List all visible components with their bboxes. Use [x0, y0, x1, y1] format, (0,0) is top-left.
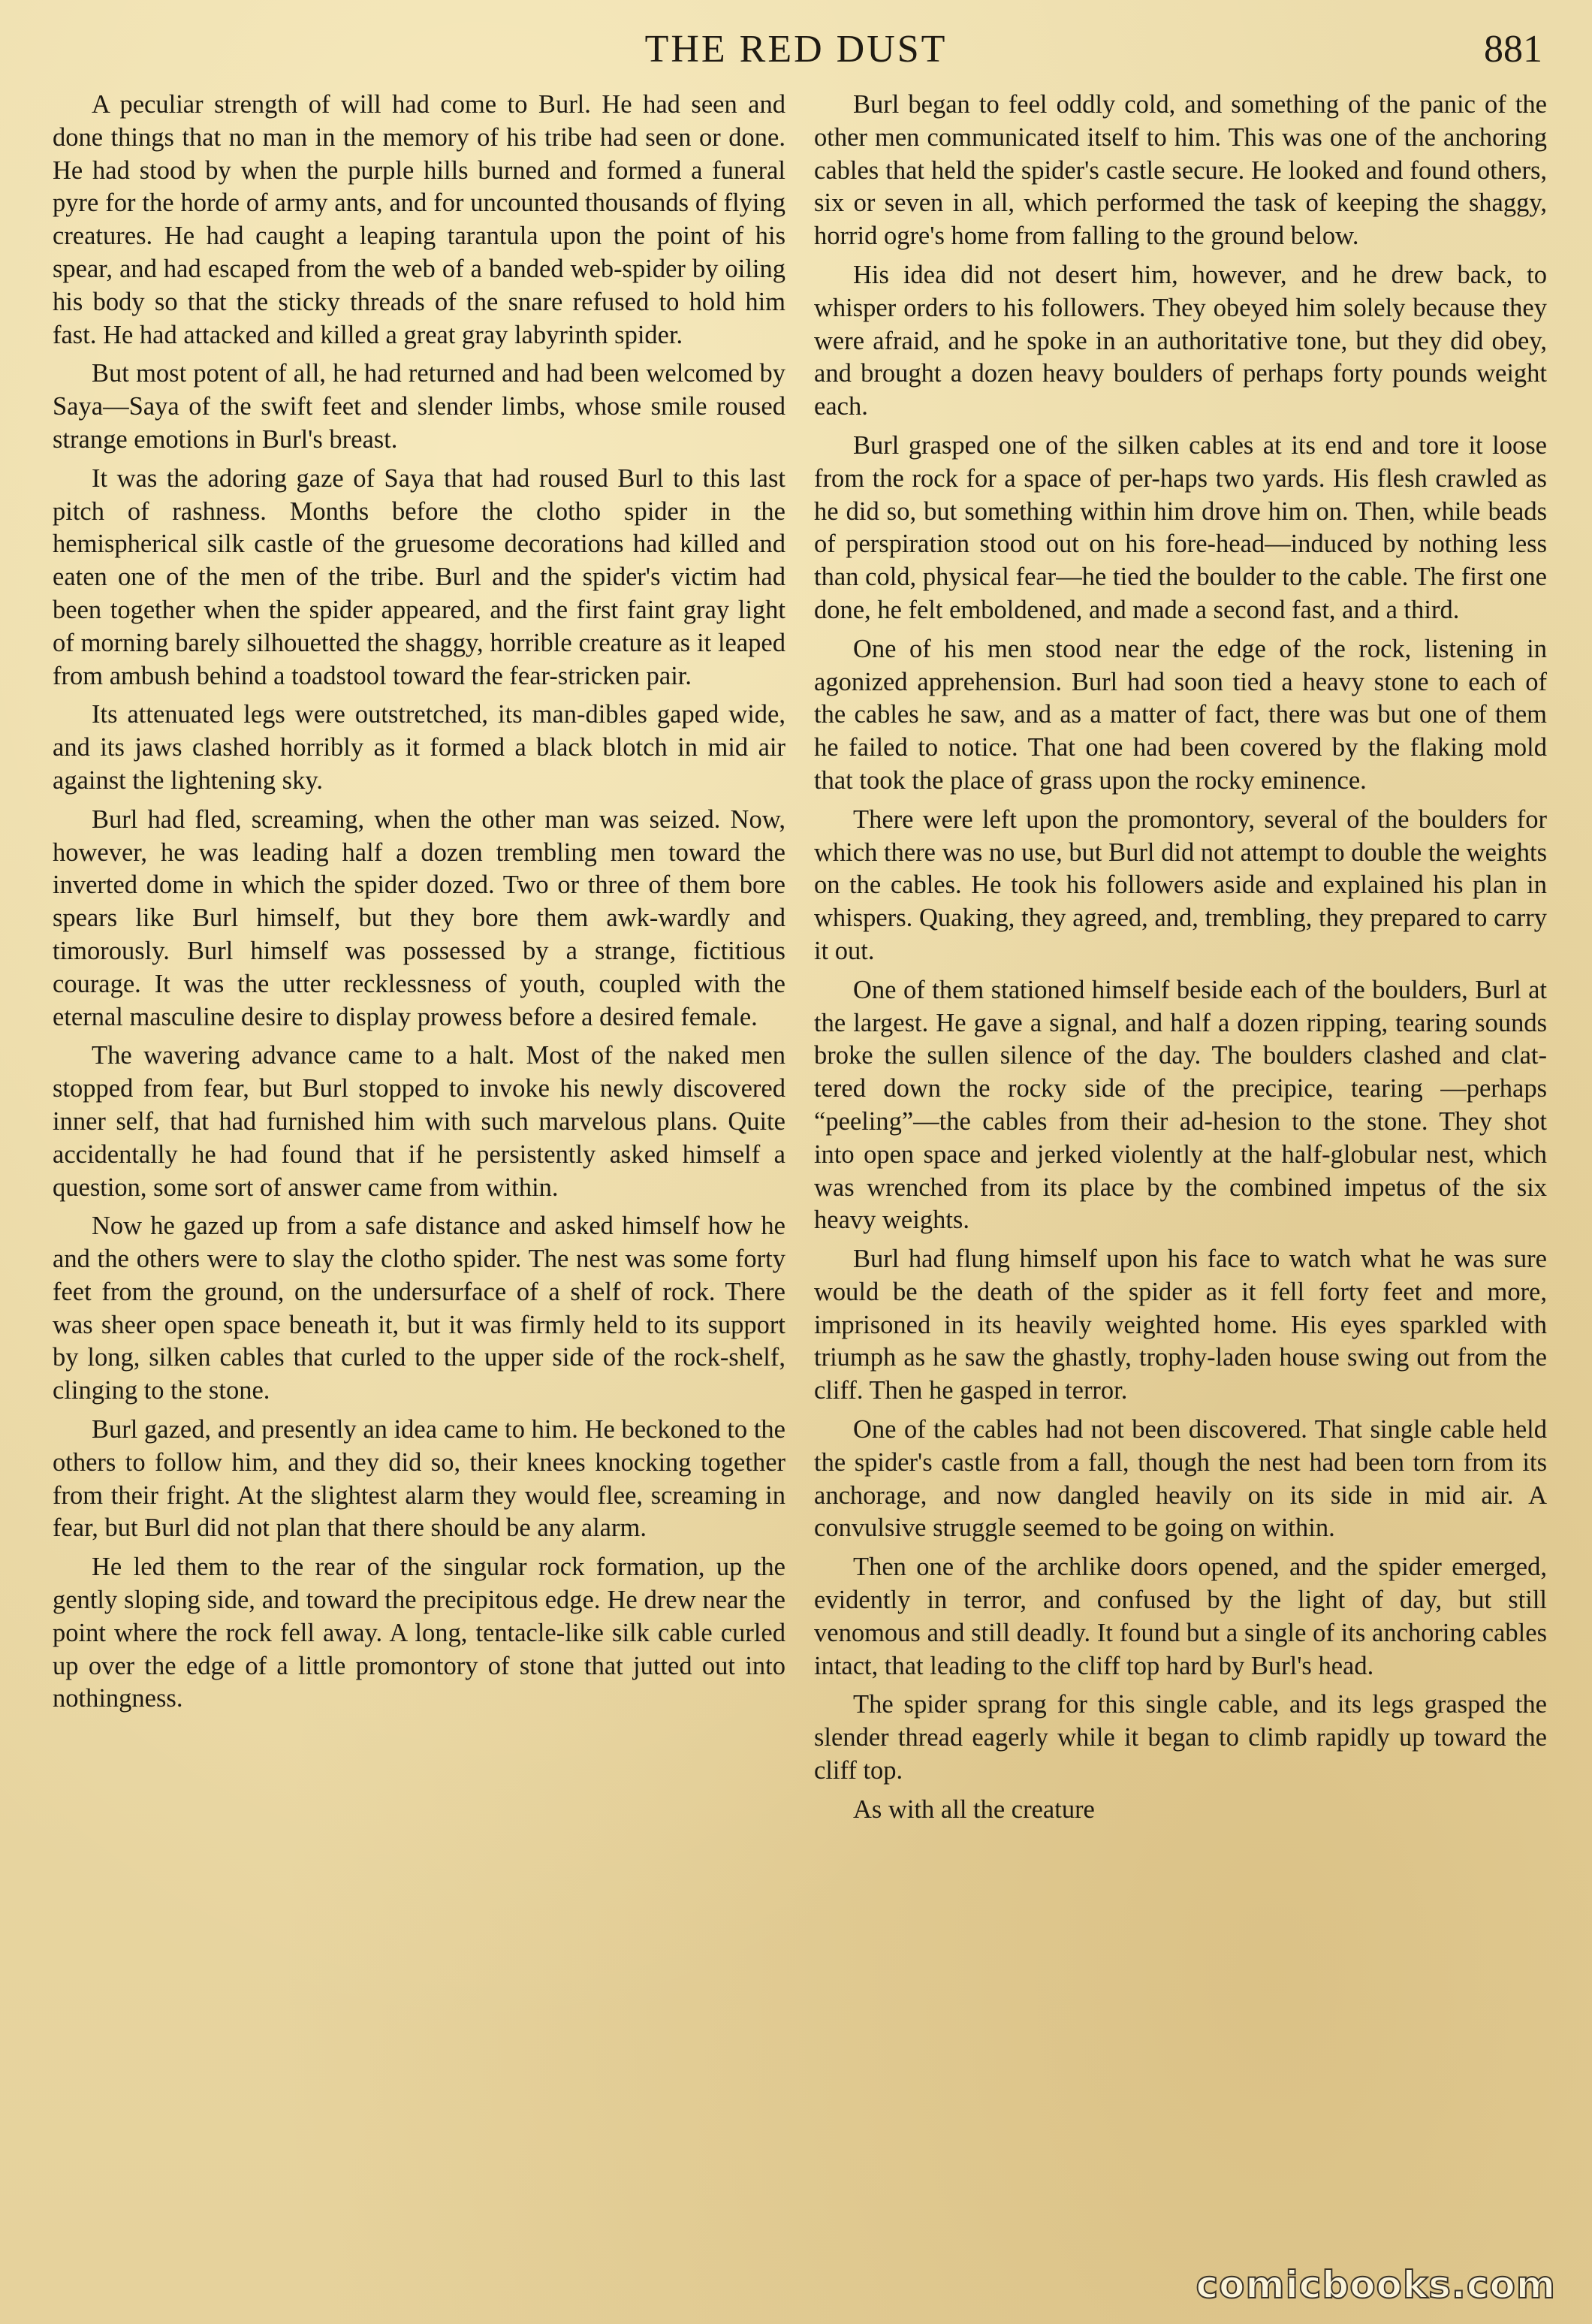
left-column	[53, 89, 785, 1722]
paragraph: Burl had fled, screaming, when the other man was seized. Now, however, he was leading half a dozen trembling men toward the inverted dome in which the spider dozed. Two or three of them bore spears like Burl himself, but they bore them awk-wardly and timorously. Burl himself was possessed by a strange, fictitious courage. It was the utter recklessness of youth, coupled with the eternal masculine desire to display prowess before a desired female.	[53, 804, 785, 1031]
paragraph: Burl grasped one of the silken cables at its end and tore it loose from the rock for a space of per-haps two yards. His flesh crawled as he did so, but something within him drove him on. Then, while beads of perspiration stood out on his fore-head—induced by nothing less than cold, physical fear—he tied the boulder to the cable. The first one done, he felt emboldened, and made a second fast, and a third.	[814, 430, 1547, 624]
right-column	[814, 89, 1547, 1833]
paragraph: A peculiar strength of will had come to Burl. He had seen and done things that no man in the memory of his tribe had seen or done. He had stood by when the purple hills burned and formed a funeral pyre for the horde of army ants, and for uncounted thousands of flying creatures. He had caught a leaping tarantula upon the point of his spear, and had escaped from the web of a banded web-spider by oiling his body so that the sticky threads of the snare refused to hold him fast. He had attacked and killed a great gray labyrinth spider.	[53, 90, 785, 349]
paragraph: But most potent of all, he had returned and had been welcomed by Saya—Saya of the swift feet and slender limbs, whose smile roused strange emotions in Burl's breast.	[53, 359, 785, 454]
paragraph: One of them stationed himself beside each of the boulders, Burl at the largest. He gave a signal, and half a dozen ripping, tearing sounds broke the sullen silence of the day. The boulders clashed and clat-tered down the rocky side of the precipice, tearing —perhaps “peeling”—the cables from their ad-hesion to the stone. They shot into open space and jerked violently at the half-globular nest, which was wrenched from its place by the combined impetus of the six heavy weights.	[814, 975, 1547, 1235]
paragraph: One of his men stood near the edge of the rock, listening in agonized apprehension. Burl had soon tied a heavy stone to each of the cables he saw, and as a matter of fact, there was but one of them he failed to notice. That one had been covered by the flaking mold that took the place of grass upon the rocky eminence.	[814, 634, 1547, 795]
paragraph: His idea did not desert him, however, and he drew back, to whisper orders to his followers. They obeyed him solely because they were afraid, and he spoke in an authoritative tone, but they did obey, and brought a dozen heavy boulders of perhaps forty pounds weight each.	[814, 260, 1547, 421]
paragraph: He led them to the rear of the singular rock formation, up the gently sloping side, and toward the precipitous edge. He drew near the point where the rock fell away. A long, tentacle-like silk cable curled up over the edge of a little promontory of stone that jutted out into nothingness.	[53, 1553, 785, 1713]
paragraph: The wavering advance came to a halt. Most of the naked men stopped from fear, but Burl stopped to invoke his newly discovered inner self, that had furnished him with such marvelous plans. Quite accidentally he had found that if he persistently asked himself a question, some sort of answer came from within.	[53, 1041, 785, 1202]
paragraph: It was the adoring gaze of Saya that had roused Burl to this last pitch of rashness. Months before the clotho spider in the hemispherical silk castle of the gruesome decorations had killed and eaten one of the men of the tribe. Burl and the spider's victim had been together when the spider appeared, and the first faint gray light of morning barely silhouetted the shaggy, horrible creature as it leaped from ambush behind a toadstool toward the fear-stricken pair.	[53, 463, 785, 690]
page-number: 881	[1484, 28, 1542, 71]
running-title: THE RED DUST	[644, 28, 948, 71]
paragraph: Burl began to feel oddly cold, and something of the panic of the other men communicated itself to him. This was one of the anchoring cables that held the spider's castle secure. He looked and found others, six or seven in all, which performed the task of keeping the shaggy, horrid ogre's home from falling to the ground below.	[814, 90, 1547, 251]
page-header	[0, 27, 1592, 80]
paragraph: The spider sprang for this single cable, and its legs grasped the slender thread eagerly while it began to climb rapidly up toward the cliff top.	[814, 1690, 1547, 1785]
paragraph: Its attenuated legs were outstretched, its man-dibles gaped wide, and its jaws clashed horribly as it formed a black blotch in mid air against the lightening sky.	[53, 700, 785, 795]
paragraph: Burl gazed, and presently an idea came to him. He beckoned to the others to follow him, and they did so, their knees knocking together from their fright. At the slightest alarm they would flee, screaming in fear, but Burl did not plan that there should be any alarm.	[53, 1415, 785, 1543]
paragraph: As with all the creature	[853, 1794, 1095, 1824]
site-watermark: comicbooks.com	[1196, 2263, 1556, 2307]
paragraph: One of the cables had not been discovered. That single cable held the spider's castle from a fall, though the nest had been torn from its anchorage, and now dangled heavily on its side in mid air. A convulsive struggle seemed to be going on within.	[814, 1415, 1547, 1543]
paragraph: There were left upon the promontory, several of the boulders for which there was no use, but Burl did not attempt to double the weights on the cables. He took his followers aside and explained his plan in whispers. Quaking, they agreed, and, trembling, they prepared to carry it out.	[814, 804, 1547, 965]
paragraph: Now he gazed up from a safe distance and asked himself how he and the others were to slay the clotho spider. The nest was some forty feet from the ground, on the undersurface of a shelf of rock. There was sheer open space beneath it, but it was firmly held to its support by long, silken cables that curled to the upper side of the rock-shelf, clinging to the stone.	[53, 1212, 785, 1405]
paragraph: Burl had flung himself upon his face to watch what he was sure would be the death of the spider as it fell forty feet and more, imprisoned in its heavily weighted home. His eyes sparkled with triumph as he saw the ghastly, trophy-laden house swing out from the cliff. Then he gasped in terror.	[814, 1245, 1547, 1405]
paragraph: Then one of the archlike doors opened, and the spider emerged, evidently in terror, and confused by the light of day, but still venomous and still deadly. It found but a single of its anchoring cables intact, that leading to the cliff top hard by Burl's head.	[814, 1553, 1547, 1680]
